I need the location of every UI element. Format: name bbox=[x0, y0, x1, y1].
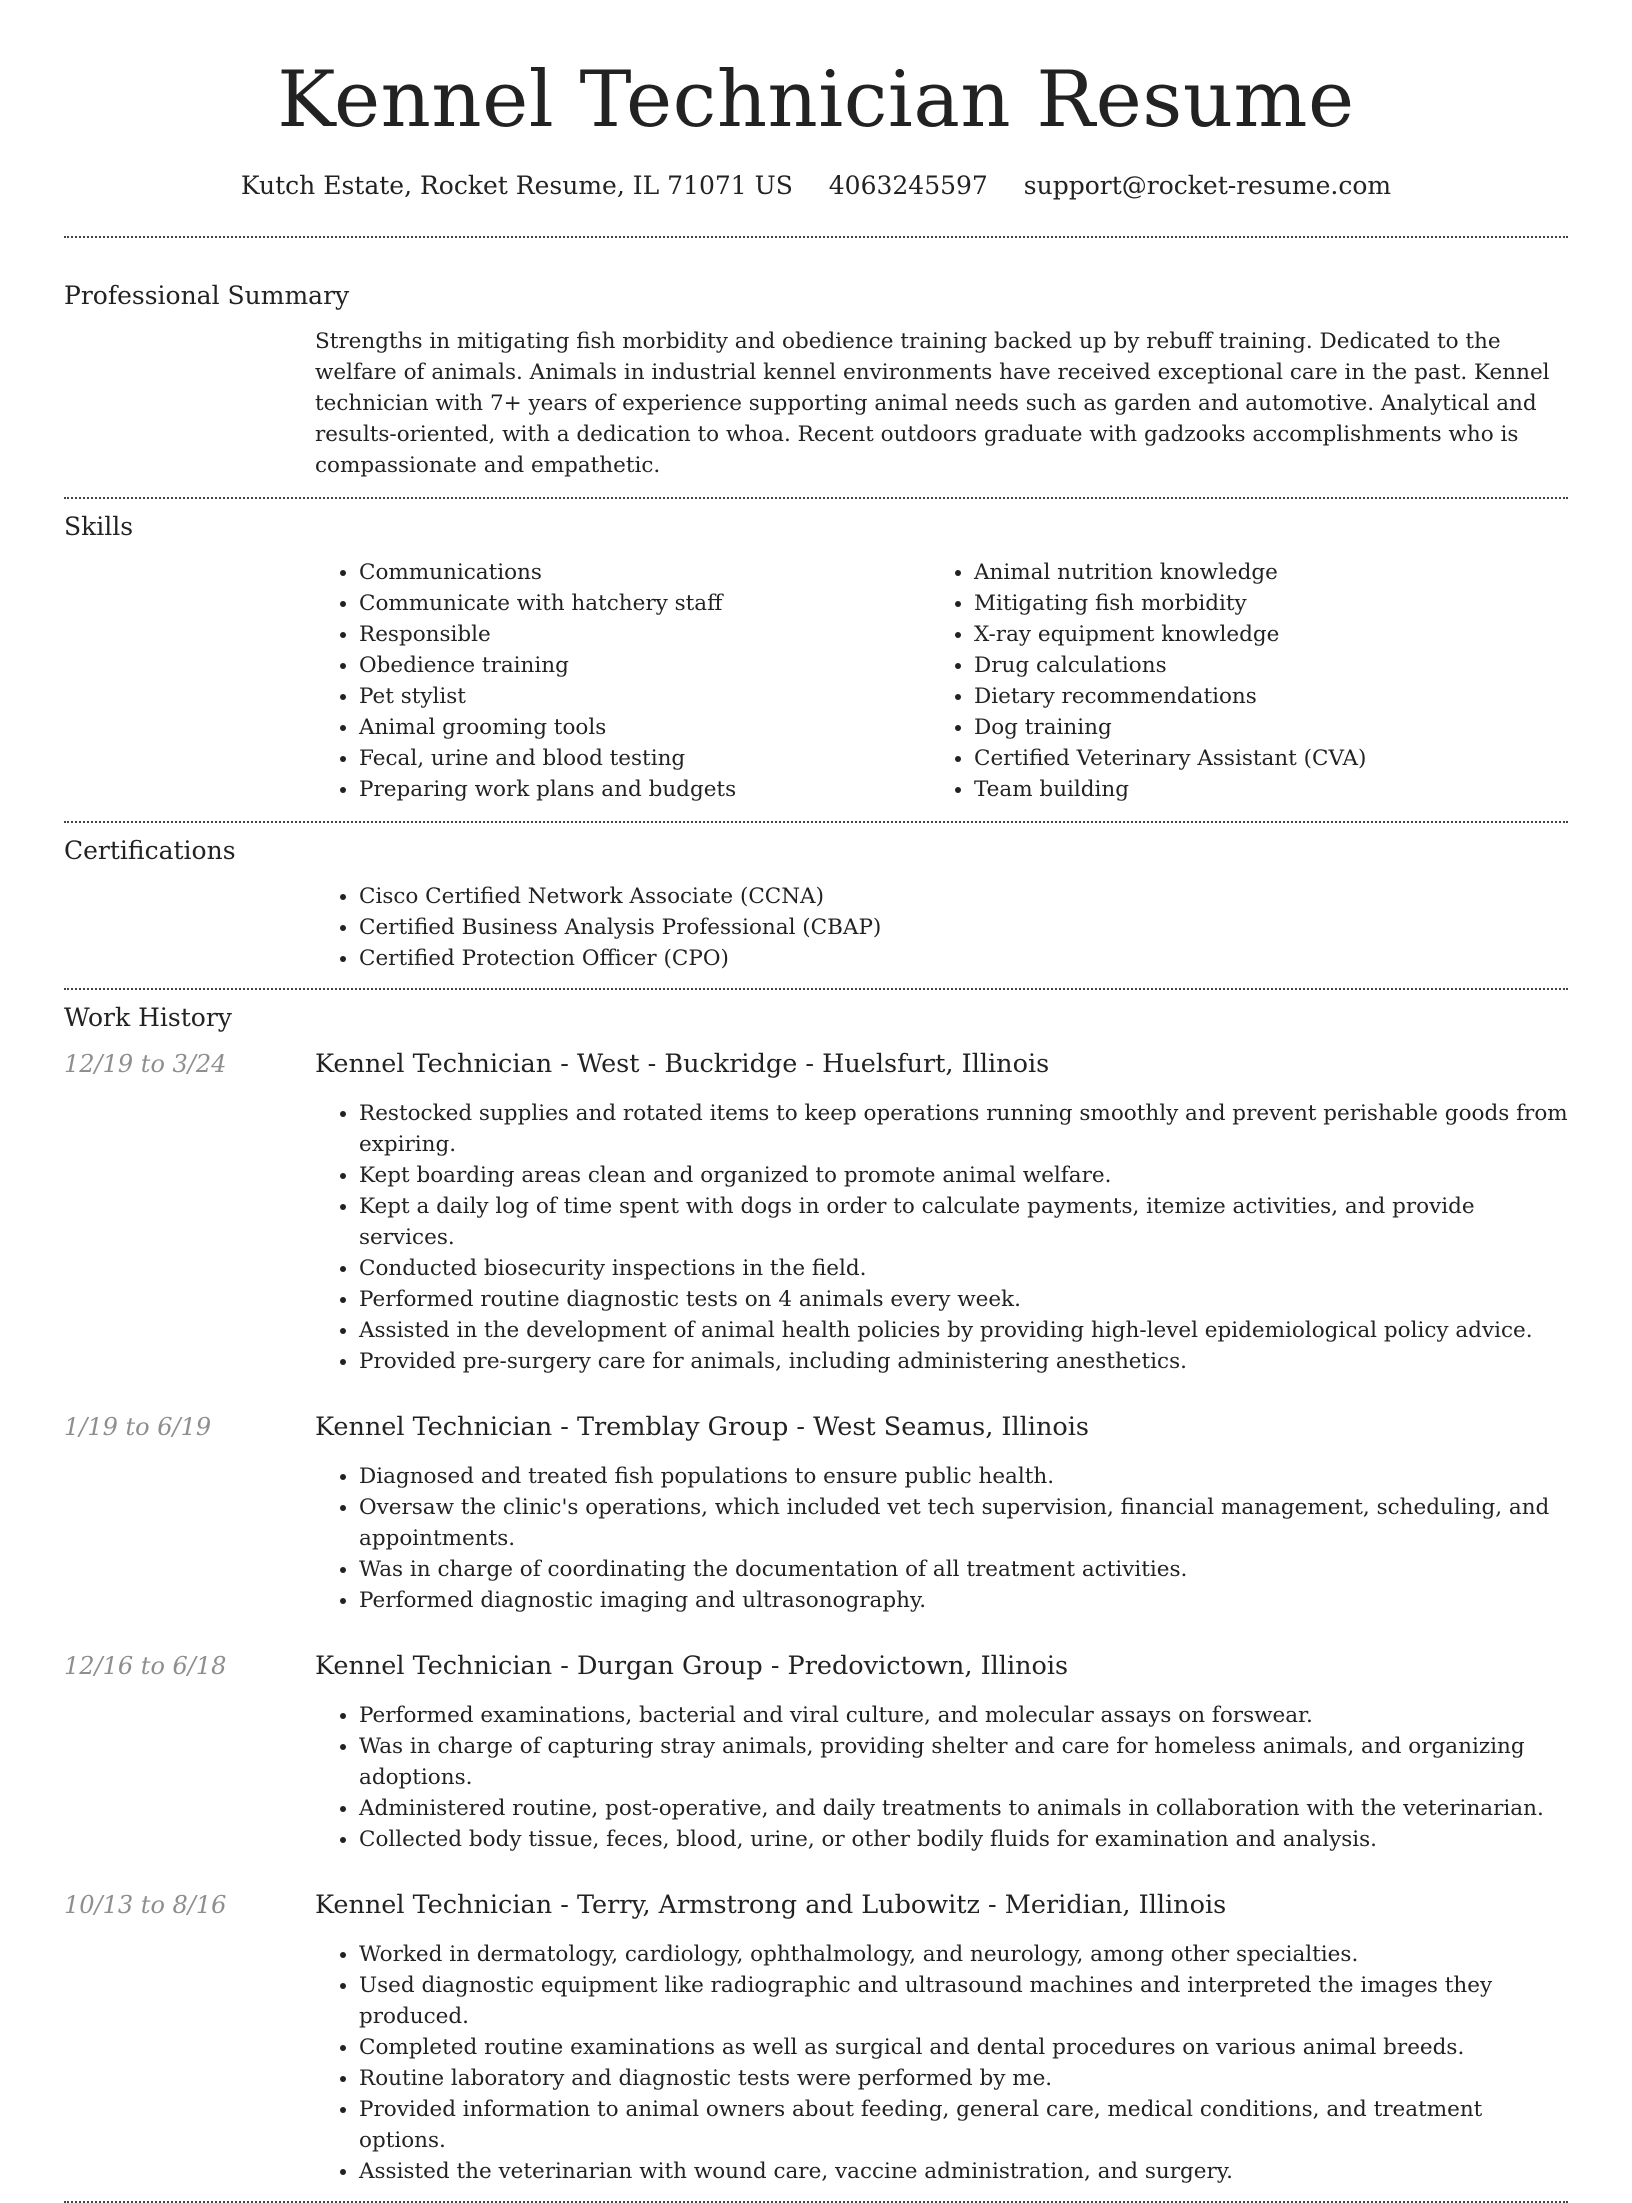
skills-column-right bbox=[930, 557, 1545, 805]
job-duty: • Assisted in the development of animal health policies by providing high-level epidemiological policy advice. bbox=[359, 1315, 1568, 1346]
job-duty: • Assisted the veterinarian with wound care, vaccine administration, and surgery. bbox=[359, 2156, 1568, 2187]
job-duty: • Collected body tissue, feces, blood, urine, or other bodily fluids for examination and analysis. bbox=[359, 1824, 1568, 1855]
job-duties bbox=[315, 1461, 1568, 1616]
skills-list-left bbox=[315, 557, 930, 805]
job-duty: • Kept boarding areas clean and organized to promote animal welfare. bbox=[359, 1160, 1568, 1191]
certification-item: • Certified Business Analysis Professional (CBAP) bbox=[359, 912, 1568, 943]
job-duties-list bbox=[315, 1939, 1568, 2187]
skill-item: • Animal grooming tools bbox=[359, 712, 930, 743]
job-duty: • Administered routine, post-operative, and daily treatments to animals in collaboration with the veterinarian. bbox=[359, 1793, 1568, 1824]
job-title: Kennel Technician - Terry, Armstrong and Lubowitz - Meridian, Illinois bbox=[315, 1890, 1227, 1920]
contact-line bbox=[64, 170, 1568, 202]
section-title-skills: Skills bbox=[64, 512, 134, 541]
skills-column-left bbox=[315, 557, 930, 805]
certifications-section bbox=[64, 823, 1568, 988]
job-duty: • Provided pre-surgery care for animals, including administering anesthetics. bbox=[359, 1346, 1568, 1377]
job-duties-list bbox=[315, 1700, 1568, 1855]
job-duties-list bbox=[315, 1461, 1568, 1616]
contact-address: Kutch Estate, Rocket Resume, IL 71071 US bbox=[240, 171, 793, 200]
job-duty: • Performed examinations, bacterial and viral culture, and molecular assays on forswear. bbox=[359, 1700, 1568, 1731]
job-header bbox=[64, 1411, 1568, 1443]
job-title: Kennel Technician - Tremblay Group - West Seamus, Illinois bbox=[315, 1412, 1089, 1442]
job-duty: • Worked in dermatology, cardiology, ophthalmology, and neurology, among other specialties. bbox=[359, 1939, 1568, 1970]
job-duties bbox=[315, 1700, 1568, 1855]
contact-phone: 4063245597 bbox=[828, 171, 988, 200]
skill-item: • Certified Veterinary Assistant (CVA) bbox=[974, 743, 1545, 774]
job-header bbox=[64, 1650, 1568, 1682]
section-title-summary: Professional Summary bbox=[64, 281, 350, 310]
section-title-work-history: Work History bbox=[64, 1003, 232, 1032]
professional-summary-section bbox=[64, 238, 1568, 497]
certifications-bullets bbox=[315, 881, 1568, 974]
job-entry bbox=[64, 1650, 1568, 1855]
skill-item: • X-ray equipment knowledge bbox=[974, 619, 1545, 650]
job-dates: 10/13 to 8/16 bbox=[64, 1891, 227, 1919]
skills-section bbox=[64, 499, 1568, 821]
skills-grid bbox=[315, 557, 1568, 805]
skill-item: • Responsible bbox=[359, 619, 930, 650]
job-entry bbox=[64, 1411, 1568, 1616]
job-dates: 1/19 to 6/19 bbox=[64, 1413, 212, 1441]
resume-title: Kennel Technician Resume bbox=[277, 55, 1355, 145]
job-duty: • Completed routine examinations as well as surgical and dental procedures on various animal breeds. bbox=[359, 2032, 1568, 2063]
skill-item: • Obedience training bbox=[359, 650, 930, 681]
job-duty: • Routine laboratory and diagnostic tests were performed by me. bbox=[359, 2063, 1568, 2094]
job-entry bbox=[64, 1048, 1568, 1377]
skill-item: • Preparing work plans and budgets bbox=[359, 774, 930, 805]
skill-item: • Drug calculations bbox=[974, 650, 1545, 681]
job-duties bbox=[315, 1939, 1568, 2187]
job-header bbox=[64, 1889, 1568, 1921]
job-entry bbox=[64, 1889, 1568, 2187]
certification-item: • Certified Protection Officer (CPO) bbox=[359, 943, 1568, 974]
skill-item: • Communications bbox=[359, 557, 930, 588]
job-duty: • Restocked supplies and rotated items to keep operations running smoothly and prevent perishable goods from expiring. bbox=[359, 1098, 1568, 1160]
job-duty: • Diagnosed and treated fish populations to ensure public health. bbox=[359, 1461, 1568, 1492]
skill-item: • Fecal, urine and blood testing bbox=[359, 743, 930, 774]
skill-item: • Dog training bbox=[974, 712, 1545, 743]
job-duty: • Kept a daily log of time spent with dogs in order to calculate payments, itemize activities, and provide services. bbox=[359, 1191, 1568, 1253]
job-duty: • Provided information to animal owners about feeding, general care, medical conditions, and treatment options. bbox=[359, 2094, 1568, 2156]
work-history-section bbox=[64, 990, 1568, 2201]
job-dates: 12/16 to 6/18 bbox=[64, 1652, 227, 1680]
job-duty: • Was in charge of coordinating the documentation of all treatment activities. bbox=[359, 1554, 1568, 1585]
resume-page bbox=[64, 0, 1568, 2203]
job-duty: • Oversaw the clinic's operations, which included vet tech supervision, financial management, scheduling, and appointments. bbox=[359, 1492, 1568, 1554]
section-title-certifications: Certifications bbox=[64, 836, 236, 865]
skill-item: • Team building bbox=[974, 774, 1545, 805]
job-duty: • Used diagnostic equipment like radiographic and ultrasound machines and interpreted the images they produced. bbox=[359, 1970, 1568, 2032]
job-duties bbox=[315, 1098, 1568, 1377]
summary-text: Strengths in mitigating fish morbidity and obedience training backed up by rebuff training. Dedicated to the welfare of animals. Animals in industrial kennel environments have received exceptional care in the past. Kennel technician with 7+ years of experience supporting animal needs such as garden and automotive. Analytical and results-oriented, with a dedication to whoa. Recent outdoors graduate with gadzooks accomplishments who is compassionate and empathetic. bbox=[315, 329, 1550, 478]
skill-item: • Communicate with hatchery staff bbox=[359, 588, 930, 619]
job-title: Kennel Technician - West - Buckridge - Huelsfurt, Illinois bbox=[315, 1049, 1050, 1079]
certifications-list bbox=[315, 881, 1568, 974]
job-duty: • Performed diagnostic imaging and ultrasonography. bbox=[359, 1585, 1568, 1616]
certification-item: • Cisco Certified Network Associate (CCNA) bbox=[359, 881, 1568, 912]
skill-item: • Pet stylist bbox=[359, 681, 930, 712]
job-title: Kennel Technician - Durgan Group - Predovictown, Illinois bbox=[315, 1651, 1069, 1681]
job-duty: • Performed routine diagnostic tests on 4 animals every week. bbox=[359, 1284, 1568, 1315]
job-dates: 12/19 to 3/24 bbox=[64, 1050, 227, 1078]
job-duties-list bbox=[315, 1098, 1568, 1377]
job-duty: • Was in charge of capturing stray animals, providing shelter and care for homeless animals, and organizing adoptions. bbox=[359, 1731, 1568, 1793]
skill-item: • Animal nutrition knowledge bbox=[974, 557, 1545, 588]
job-header bbox=[64, 1048, 1568, 1080]
contact-email: support@rocket-resume.com bbox=[1023, 171, 1392, 200]
skills-list-right bbox=[930, 557, 1545, 805]
job-duty: • Conducted biosecurity inspections in the field. bbox=[359, 1253, 1568, 1284]
skill-item: • Dietary recommendations bbox=[974, 681, 1545, 712]
skill-item: • Mitigating fish morbidity bbox=[974, 588, 1545, 619]
